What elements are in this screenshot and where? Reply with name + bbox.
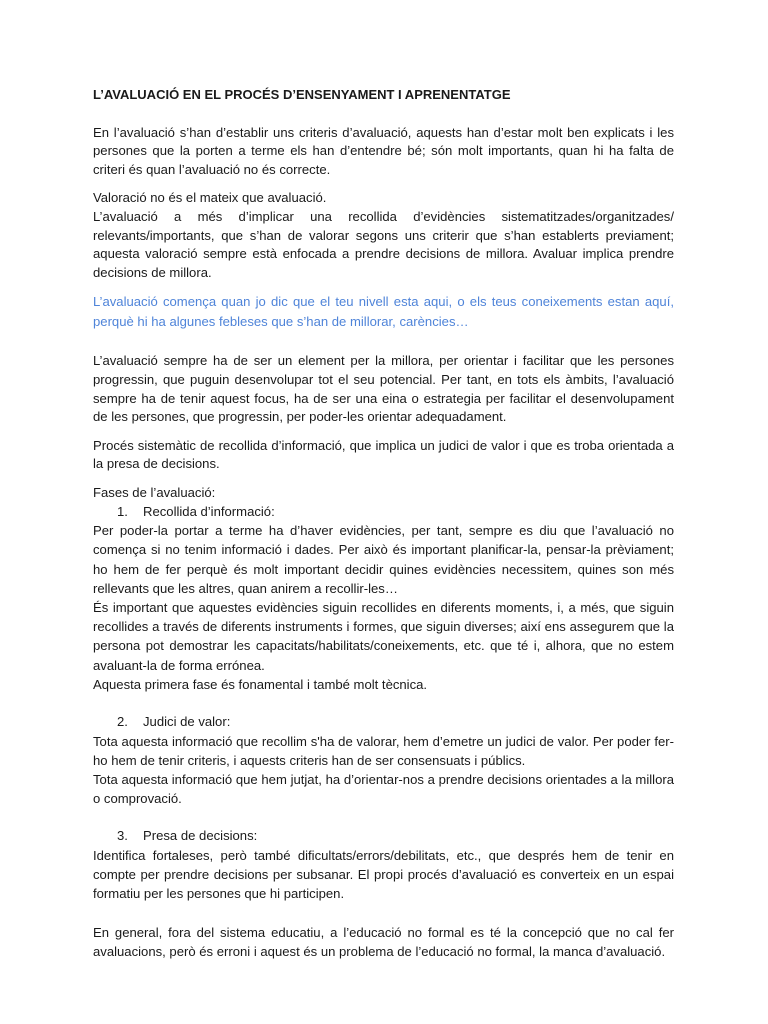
paragraph-millora: L’avaluació sempre ha de ser un element per la millora, per orientar i facilitar que les persones progressin, que puguin desenvolupar tot el seu potencial. Per tant, en tots els àmbits, l’avaluació sempre ha de tenir aquest focus, ha de ser una eina o estrategia per facilitar el desenvolupament de les persones, que progressin, per poder-les orientar adequadament. — [93, 353, 674, 425]
phase-1-text-3: Aquesta primera fase és fonamental i també molt tècnica. — [93, 676, 428, 692]
paragraph-proces: Procés sistemàtic de recollida d’informació, que implica un judici de valor i que es troba orientada a la presa de decisions. — [93, 437, 674, 472]
paragraph-highlight-blue: L’avaluació comença quan jo dic que el teu nivell esta aqui, o els teus coneixements estan aquí, perquè hi ha algunes febleses que s’han de millorar, carències… — [93, 294, 674, 330]
phase-1-number: 1. — [117, 503, 128, 519]
phase-2-label: Judici de valor: — [143, 713, 231, 729]
phase-1-text-2: És important que aquestes evidències siguin recollides en diferents moments, i, a més, que siguin recollides a través de diferents instruments i formes, que siguin diverses; així ens assegurem que la persona pot demostrar les capacitats/habilitats/coneixements, etc. que té i, alhora, que no estem avaluant-la de forma errónea. — [93, 599, 674, 673]
phase-2-text-1: Tota aquesta informació que recollim s'ha de valorar, hem d’emetre un judici de valor. Per poder fer-ho hem de tenir criteris, i aquests criteris han de ser consensuats i públics. — [93, 733, 674, 768]
paragraph-closing: En general, fora del sistema educatiu, a l’educació no formal es té la concepció que no cal fer avaluacions, però és erroni i aquest és un problema de l’educació no formal, la manca d’avaluació. — [93, 924, 674, 959]
phases-heading: Fases de l’avaluació: — [93, 484, 216, 500]
phase-2-heading — [93, 713, 674, 732]
paragraph-implica: L’avaluació a més d’implicar una recollida d’evidències sistematitzades/organitzades/ relevants/importants, que s’han de valorar segons uns criterir que s’han establerts previament; aquesta valoració sempre està enfocada a prendre decisions de millora. Avaluar implica prendre decisions de millora. — [93, 208, 674, 280]
phase-3-number: 3. — [117, 828, 128, 844]
phase-3-heading — [93, 827, 674, 846]
phase-1-heading — [93, 503, 674, 522]
document-page — [93, 86, 674, 961]
phase-1-text-1: Per poder-la portar a terme ha d’haver evidències, per tant, sempre es diu que l’avaluació no comença si no tenim informació i dades. Per això és important planificar-la, pensar-la prèviament; ho hem de fer perquè és molt important decidir quines evidències necessitem, quines son més rellevants que les altres, quan anirem a recollir-les… — [93, 523, 674, 596]
phase-1-label: Recollida d’informació: — [143, 503, 275, 519]
paragraph-valoracio: Valoració no és el mateix que avaluació. — [93, 190, 327, 206]
paragraph-criteria: En l’avaluació s’han d’establir uns criteris d’avaluació, aquests han d’estar molt ben explicats i les persones que la porten a terme els han d’entendre bé; són molt importants, quan hi ha falta de criteri és quan l’avaluació no és correcte. — [93, 124, 674, 177]
phase-3-label: Presa de decisions: — [143, 828, 258, 844]
phase-2-number: 2. — [117, 713, 128, 729]
phase-2-text-2: Tota aquesta informació que hem jutjat, ha d’orientar-nos a prendre decisions orientades a la millora o comprovació. — [93, 771, 674, 807]
phase-3-text-1: Identifica fortaleses, però també dificultats/errors/debilitats, etc., que després hem de tenir en compte per prendre decisions per subsanar. El propi procés d’avaluació es converteix en un espai formatiu per les persones que hi participen. — [93, 847, 674, 902]
document-title: L’AVALUACIÓ EN EL PROCÉS D’ENSENYAMENT I APRENENTATGE — [93, 87, 511, 102]
